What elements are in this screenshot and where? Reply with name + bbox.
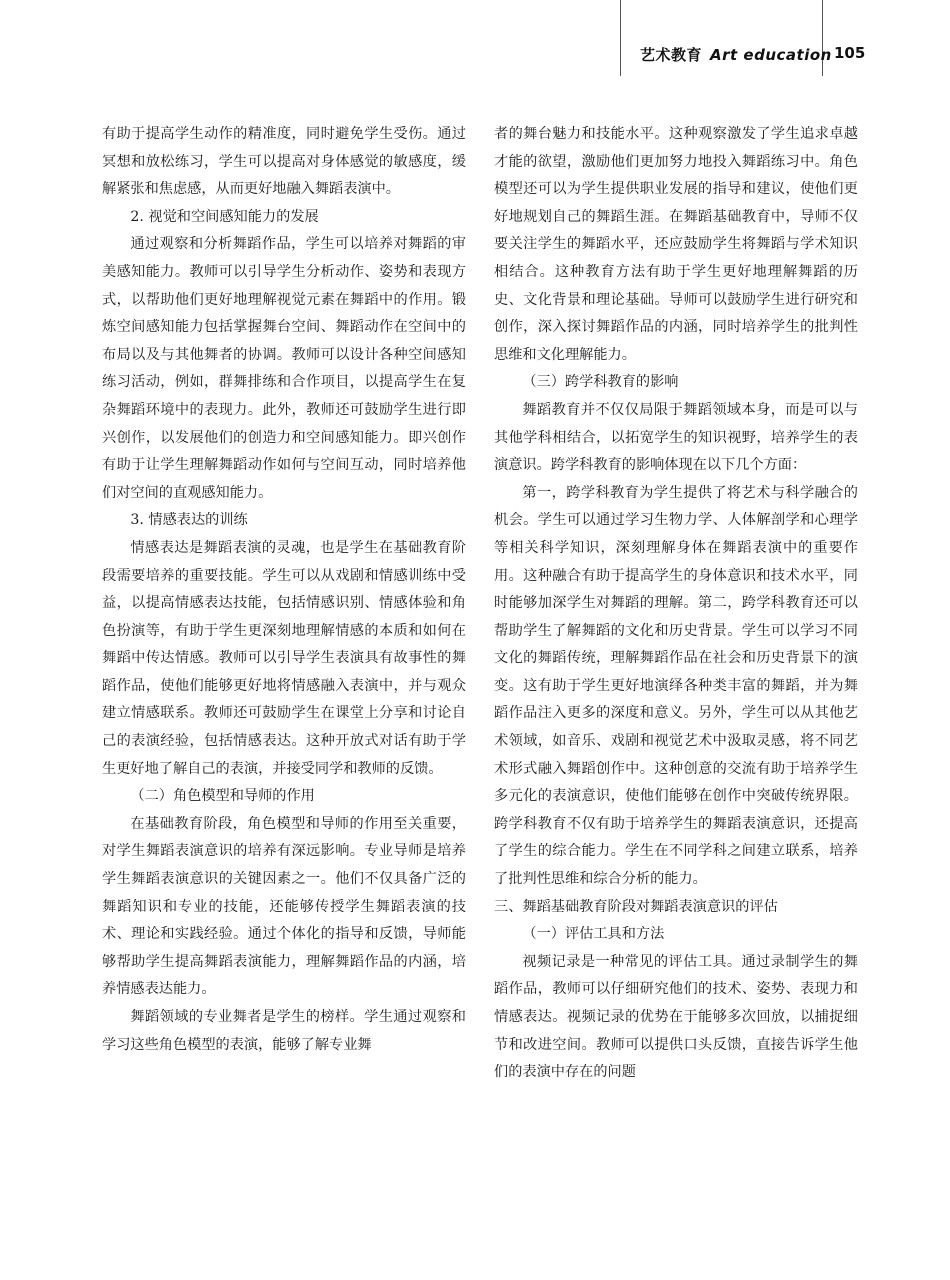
paragraph: 通过观察和分析舞蹈作品，学生可以培养对舞蹈的审美感知能力。教师可以引导学生分析动作、姿势和表现方式，以帮助他们更好地理解视觉元素在舞蹈中的作用。锻炼空间感知能力包括掌握舞台空间、舞蹈动作在空间中的布局以及与其他舞者的协调。教师可以设计各种空间感知练习活动，例如，群舞排练和合作项目，以提高学生在复杂舞蹈环境中的表现力。此外，教师还可鼓励学生进行即兴创作，以发展他们的创造力和空间感知能力。即兴创作有助于让学生理解舞蹈动作如何与空间互动，同时培养他们对空间的直观感知能力。 — [102, 236, 466, 501]
section-heading: （二）角色模型和导师的作用 — [130, 788, 315, 805]
paragraph: 者的舞台魅力和技能水平。这种观察激发了学生追求卓越才能的欲望，激励他们更加努力地投入舞蹈练习中。角色模型还可以为学生提供职业发展的指导和建议，使他们更好地规划自己的舞蹈生涯。在舞蹈基础教育中，导师不仅要关注学生的舞蹈水平，还应鼓励学生将舞蹈与学术知识相结合。这种教育方法有助于学生更好地理解舞蹈的历史、文化背景和理论基础。导师可以鼓励学生进行研究和创作，深入探讨舞蹈作品的内涵，同时培养学生的批判性思维和文化理解能力。 — [494, 126, 858, 363]
header-divider-left — [620, 0, 621, 76]
paragraph: 在基础教育阶段，角色模型和导师的作用至关重要，对学生舞蹈表演意识的培养有深远影响。专业导师是培养学生舞蹈表演意识的关键因素之一。他们不仅具备广泛的舞蹈知识和专业的技能，还能够传授学生舞蹈表演的技术、理论和实践经验。通过个体化的指导和反馈，导师能够帮助学生提高舞蹈表演能力，理解舞蹈作品的内涵，培养情感表达能力。 — [102, 815, 466, 998]
paragraph: 视频记录是一种常见的评估工具。通过录制学生的舞蹈作品，教师可以仔细研究他们的技术、姿势、表现力和情感表达。视频记录的优势在于能够多次回放，以捕捉细节和改进空间。教师可以提供口头反馈，直接告诉学生他们的表演中存在的问题 — [494, 953, 858, 1081]
journal-title-cn: 艺术教育 — [640, 46, 703, 64]
journal-title-en: Art education — [710, 46, 832, 64]
right-column — [494, 121, 858, 1087]
chapter-heading: 三、舞蹈基础教育阶段对舞蹈表演意识的评估 — [494, 898, 778, 915]
section-heading: 3. 情感表达的训练 — [130, 512, 248, 529]
section-heading: （一）评估工具和方法 — [522, 926, 665, 943]
section-heading: 2. 视觉和空间感知能力的发展 — [130, 208, 319, 225]
paragraph: 第一，跨学科教育为学生提供了将艺术与科学融合的机会。学生可以通过学习生物力学、人体解剖学和心理学等相关科学知识，深刻理解身体在舞蹈表演中的重要作用。这种融合有助于提高学生的身体意识和技术水平，同时能够加深学生对舞蹈的理解。第二，跨学科教育还可以帮助学生了解舞蹈的文化和历史背景。学生可以学习不同文化的舞蹈传统，理解舞蹈作品在社会和历史背景下的演变。这有助于学生更好地演绎各种类丰富的舞蹈，并为舞蹈作品注入更多的深度和意义。另外，学生可以从其他艺术领域，如音乐、戏剧和视觉艺术中汲取灵感，将不同艺术形式融入舞蹈创作中。这种创意的交流有助于培养学生多元化的表演意识，使他们能够在创作中突破传统界限。跨学科教育不仅有助于培养学生的舞蹈表演意识，还提高了学生的综合能力。学生在不同学科之间建立联系，培养了批判性思维和综合分析的能力。 — [494, 484, 858, 888]
left-column — [102, 121, 466, 1059]
paragraph: 有助于提高学生动作的精准度，同时避免学生受伤。通过冥想和放松练习，学生可以提高对身体感觉的敏感度，缓解紧张和焦虑感，从而更好地融入舞蹈表演中。 — [102, 126, 466, 198]
journal-title — [640, 44, 832, 65]
page-number: 105 — [834, 44, 866, 62]
paragraph: 舞蹈领域的专业舞者是学生的榜样。学生通过观察和学习这些角色模型的表演，能够了解专业舞 — [102, 1009, 466, 1053]
section-heading: （三）跨学科教育的影响 — [522, 374, 679, 391]
paragraph: 情感表达是舞蹈表演的灵魂，也是学生在基础教育阶段需要培养的重要技能。学生可以从戏剧和情感训练中受益，以提高情感表达技能，包括情感识别、情感体验和角色扮演等，有助于学生更深刻地理解情感的本质和如何在舞蹈中传达情感。教师可以引导学生表演具有故事性的舞蹈作品，使他们能够更好地将情感融入表演中，并与观众建立情感联系。教师还可鼓励学生在课堂上分享和讨论自己的表演经验，包括情感表达。这种开放式对话有助于学生更好地了解自己的表演，并接受同学和教师的反馈。 — [102, 539, 466, 777]
paragraph: 舞蹈教育并不仅仅局限于舞蹈领域本身，而是可以与其他学科相结合，以拓宽学生的知识视野，培养学生的表演意识。跨学科教育的影响体现在以下几个方面： — [494, 401, 858, 474]
